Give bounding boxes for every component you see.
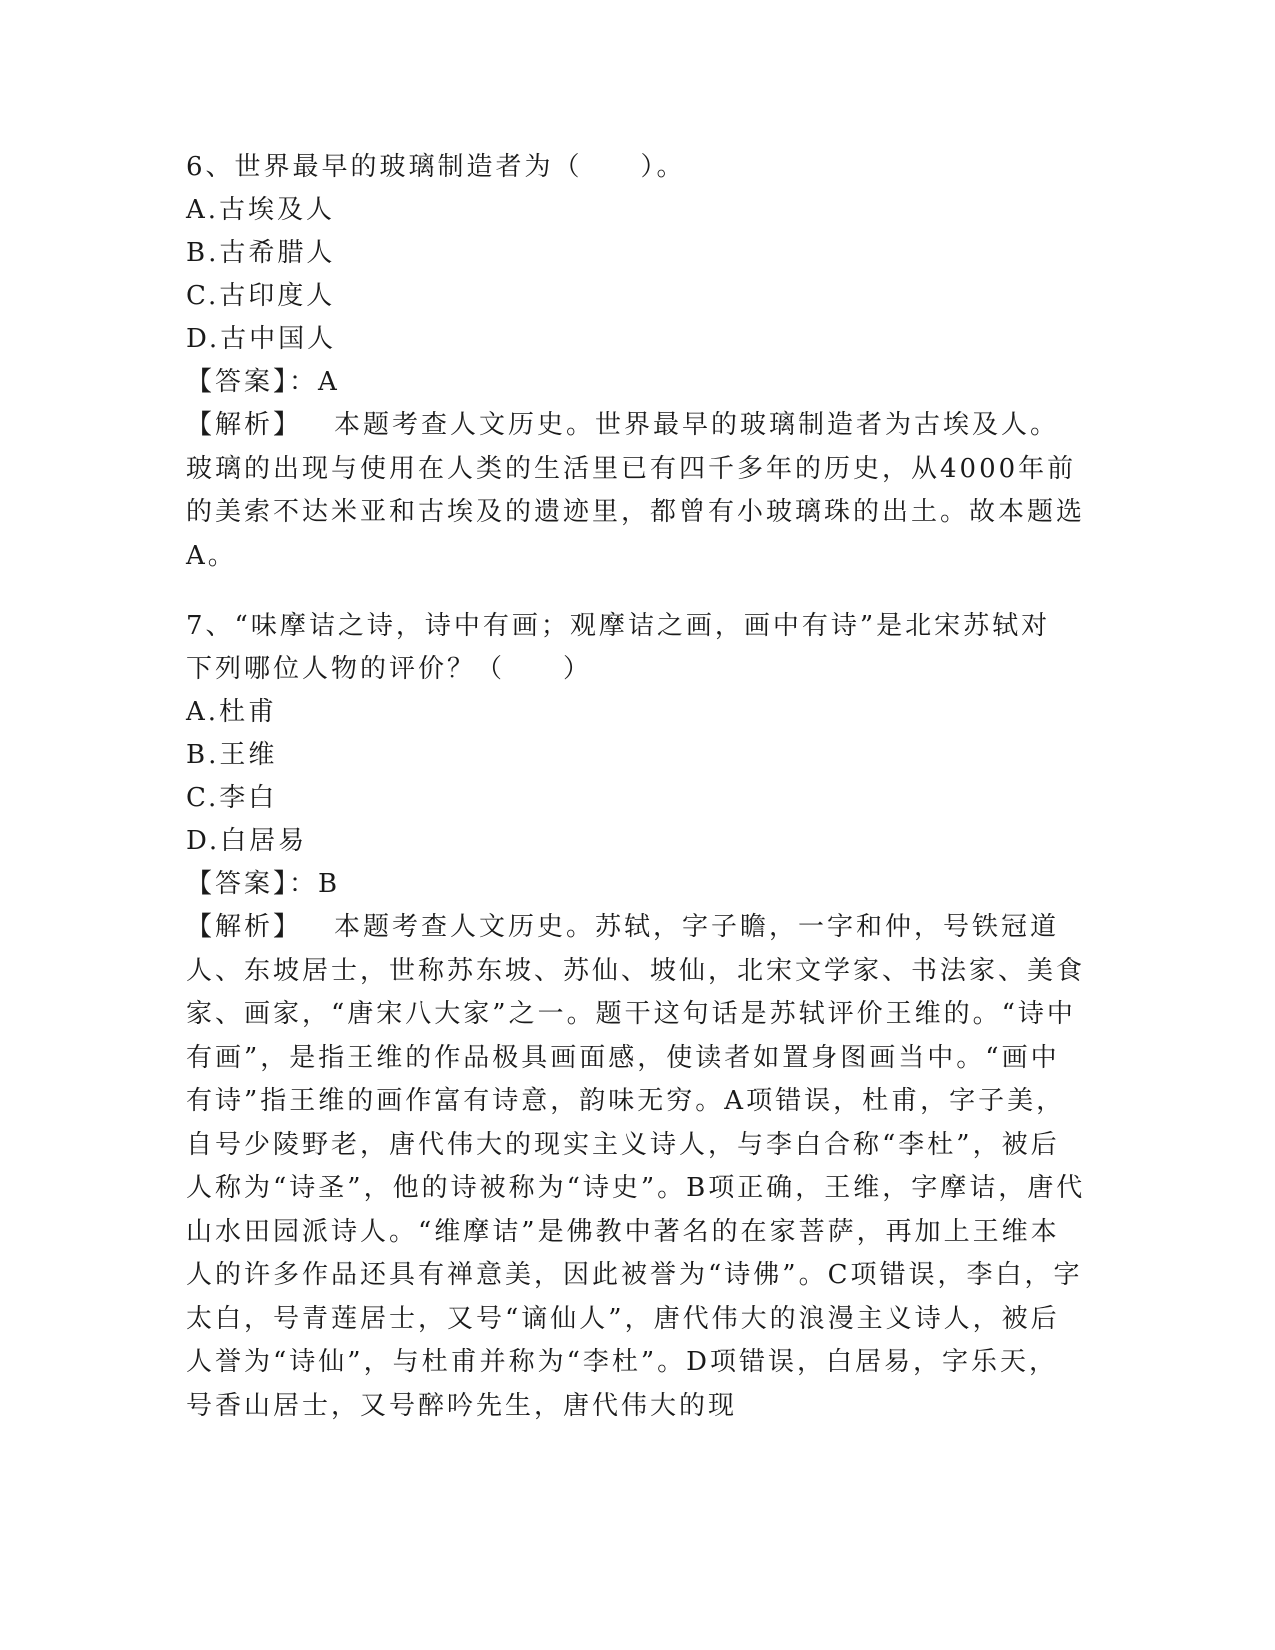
analysis-paragraph — [186, 404, 1086, 578]
question-6 — [186, 146, 1086, 578]
answer-label: 【答案】： — [186, 869, 319, 899]
answer-line — [186, 863, 1086, 906]
question-7 — [186, 605, 1086, 1428]
question-stem-line-1: 7、“味摩诘之诗，诗中有画；观摩诘之画，画中有诗”是北宋苏轼对 — [186, 611, 1051, 641]
analysis-paragraph — [186, 906, 1086, 1428]
answer-label: 【答案】： — [186, 367, 319, 397]
analysis-label: 【解析】 — [186, 410, 303, 440]
option-b: B.古希腊人 — [186, 238, 336, 268]
analysis-label: 【解析】 — [186, 912, 303, 942]
option-d: D.白居易 — [186, 826, 308, 856]
option-a: A.杜甫 — [186, 697, 278, 727]
answer-value: A — [318, 367, 340, 397]
question-stem: 6、世界最早的玻璃制造者为（ ）。 — [186, 152, 686, 182]
option-b: B.王维 — [186, 740, 278, 770]
answer-value: B — [318, 869, 341, 899]
option-c: C.古印度人 — [186, 281, 336, 311]
option-c: C.李白 — [186, 783, 278, 813]
answer-line — [186, 361, 1086, 404]
option-a: A.古埃及人 — [186, 195, 336, 225]
analysis-text: 本题考查人文历史。苏轼，字子瞻，一字和仲，号铁冠道人、东坡居士，世称苏东坡、苏仙、坡仙，北宋文学家、书法家、美食家、画家，“唐宋八大家”之一。题干这句话是苏轼评价王维的。“诗中有画”，是指王维的作品极具画面感，使读者如置身图画当中。“画中有诗”指王维的画作富有诗意，韵味无穷。A项错误，杜甫，字子美，自号少陵野老，唐代伟大的现实主义诗人，与李白合称“李杜”，被后人称为“诗圣”，他的诗被称为“诗史”。B项正确，王维，字摩诘，唐代山水田园派诗人。“维摩诘”是佛教中著名的在家菩萨，再加上王维本人的许多作品还具有禅意美，因此被誉为“诗佛”。C项错误，李白，字太白，号青莲居士，又号“谪仙人”，唐代伟大的浪漫主义诗人，被后人誉为“诗仙”，与杜甫并称为“李杜”。D项错误，白居易，字乐天，号香山居士，又号醉吟先生，唐代伟大的现 — [186, 912, 1086, 1421]
question-stem-line-2: 下列哪位人物的评价？（ ） — [186, 654, 593, 684]
option-d: D.古中国人 — [186, 324, 337, 354]
analysis-text: 本题考查人文历史。世界最早的玻璃制造者为古埃及人。玻璃的出现与使用在人类的生活里已有四千多年的历史，从4000年前的美索不达米亚和古埃及的遗迹里，都曾有小玻璃珠的出土。故本题选A。 — [186, 410, 1086, 571]
